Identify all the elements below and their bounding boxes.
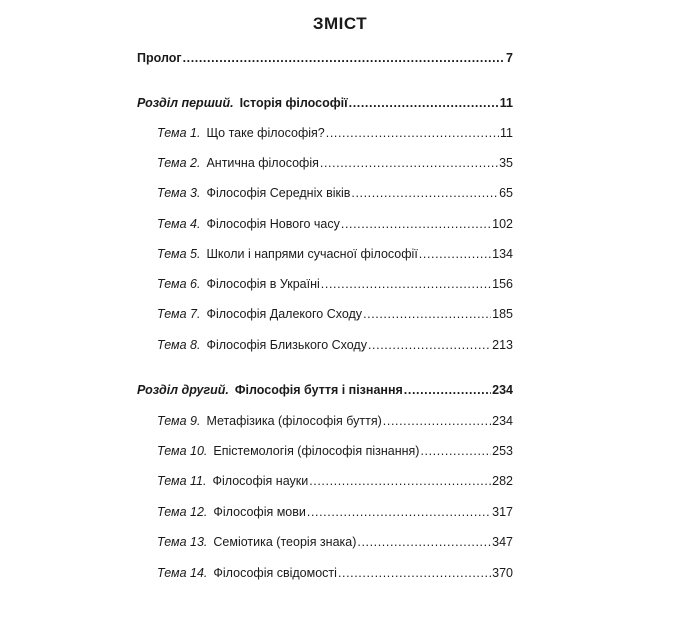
toc-entry-prologue [137, 50, 513, 66]
topic-title: Метафізика (філософія буття) [206, 414, 382, 428]
topic-prefix: Тема 6. [157, 277, 201, 291]
toc-page-number: 282 [492, 474, 513, 488]
leader-dots [404, 382, 491, 398]
topic-prefix: Тема 13. [157, 535, 208, 549]
leader-dots [357, 534, 491, 550]
toc-page-number: 317 [492, 505, 513, 519]
topic-prefix: Тема 2. [157, 156, 201, 170]
toc-page-number: 11 [500, 126, 513, 140]
toc-page-number: 134 [492, 247, 513, 261]
section-prefix: Розділ другий. [137, 383, 229, 397]
leader-dots [326, 125, 499, 141]
toc-page-number: 156 [492, 277, 513, 291]
toc-entry [157, 337, 513, 353]
toc-entry [157, 443, 513, 459]
leader-dots [321, 276, 491, 292]
toc-entry [157, 246, 513, 262]
leader-dots [349, 95, 499, 111]
leader-dots [420, 443, 491, 459]
leader-dots [341, 216, 491, 232]
section-title: Філософія буття і пізнання [234, 383, 403, 397]
topic-prefix: Тема 7. [157, 307, 201, 321]
topic-prefix: Тема 11. [157, 474, 207, 488]
toc-page-number: 102 [492, 217, 513, 231]
section-title: Історія філософії [239, 96, 348, 110]
topic-title: Філософія Близького Сходу [206, 338, 367, 352]
leader-dots [351, 185, 498, 201]
leader-dots [363, 306, 491, 322]
toc-entry [157, 306, 513, 322]
leader-dots [183, 50, 505, 66]
topic-title: Антична філософія [206, 156, 319, 170]
topic-prefix: Тема 1. [157, 126, 201, 140]
topic-title: Семіотика (теорія знака) [213, 535, 357, 549]
toc-entry-label: Пролог [137, 51, 182, 65]
leader-dots [307, 504, 491, 520]
toc-entry [157, 473, 513, 489]
topic-prefix: Тема 10. [157, 444, 208, 458]
toc-page-number: 213 [492, 338, 513, 352]
page-title: ЗМІСТ [312, 14, 368, 33]
topic-title: Філософія Нового часу [206, 217, 340, 231]
topic-title: Філософія Далекого Сходу [206, 307, 363, 321]
leader-dots [320, 155, 498, 171]
topic-prefix: Тема 12. [157, 505, 208, 519]
topic-title: Філософія в Україні [206, 277, 320, 291]
toc-page-number: 253 [492, 444, 513, 458]
toc-section-1 [137, 95, 513, 111]
toc-entry [157, 534, 513, 550]
topic-title: Філософія мови [213, 505, 306, 519]
toc-entry [157, 565, 513, 581]
toc-entry [157, 504, 513, 520]
topic-title: Школи і напрями сучасної філософії [206, 247, 418, 261]
topic-prefix: Тема 9. [157, 414, 201, 428]
toc-entry [157, 155, 513, 171]
toc-page-number: 185 [492, 307, 513, 321]
topic-title: Епістемологія (філософія пізнання) [213, 444, 420, 458]
leader-dots [419, 246, 491, 262]
toc-page-number: 7 [506, 51, 513, 65]
toc-entry [157, 276, 513, 292]
toc-entry [157, 413, 513, 429]
leader-dots [368, 337, 491, 353]
toc-page-number: 11 [499, 96, 513, 110]
toc-entry [157, 125, 513, 141]
toc-page-number: 35 [499, 156, 513, 170]
leader-dots [309, 473, 491, 489]
toc-page-number: 370 [492, 566, 513, 580]
toc-entry [157, 216, 513, 232]
topic-prefix: Тема 3. [157, 186, 201, 200]
topic-title: Філософія Середніх віків [206, 186, 351, 200]
toc-page-number: 65 [499, 186, 513, 200]
topic-prefix: Тема 14. [157, 566, 208, 580]
toc-section-2 [137, 382, 513, 398]
toc-entry [157, 185, 513, 201]
topic-title: Що таке філософія? [206, 126, 325, 140]
toc-page-number: 234 [492, 414, 513, 428]
topic-prefix: Тема 8. [157, 338, 201, 352]
toc-page-number: 234 [492, 383, 513, 397]
topic-title: Філософія свідомості [213, 566, 337, 580]
topic-prefix: Тема 4. [157, 217, 201, 231]
leader-dots [383, 413, 491, 429]
toc-page-number: 347 [492, 535, 513, 549]
topic-prefix: Тема 5. [157, 247, 201, 261]
section-prefix: Розділ перший. [137, 96, 234, 110]
topic-title: Філософія науки [212, 474, 309, 488]
leader-dots [338, 565, 491, 581]
